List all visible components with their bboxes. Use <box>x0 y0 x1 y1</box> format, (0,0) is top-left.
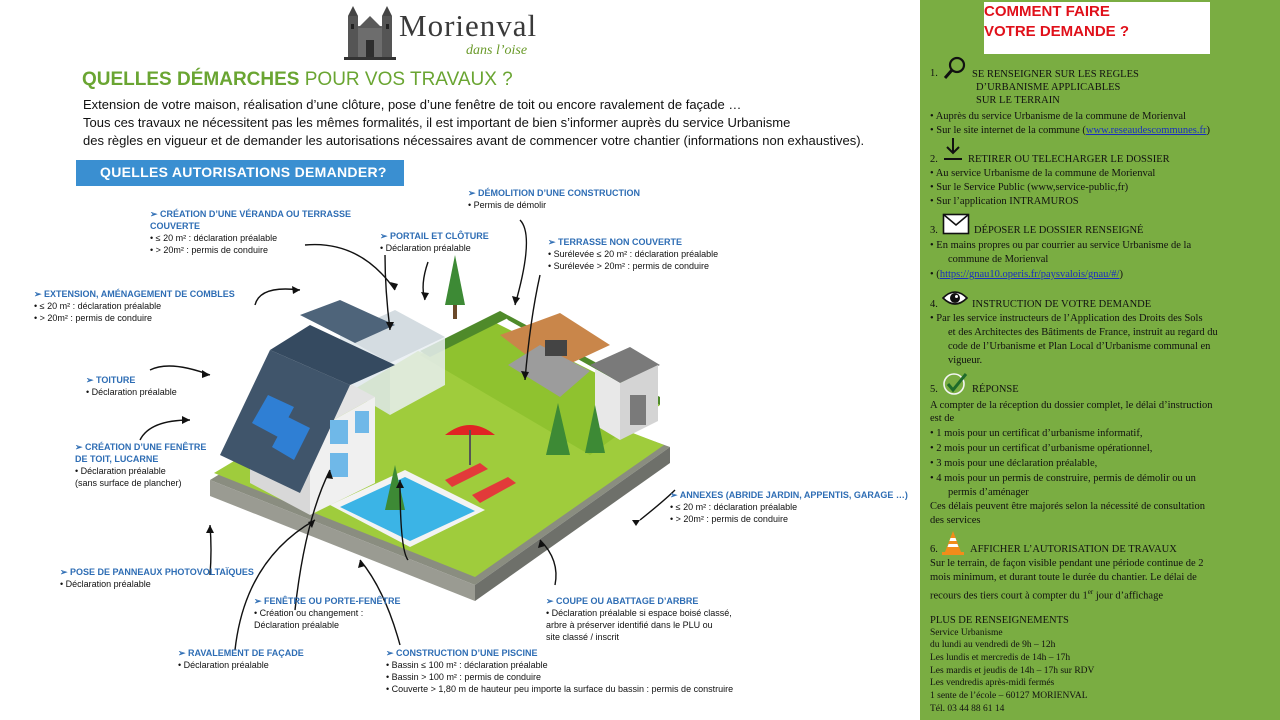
callout-fenetre-porte <box>254 595 414 631</box>
banner-text: QUELLES AUTORISATIONS DEMANDER? <box>100 164 387 180</box>
envelope-icon <box>942 213 970 235</box>
callout-item: • Bassin > 100 m² : permis de conduire <box>386 672 541 682</box>
more-info-title: PLUS DE RENSEIGNEMENTS <box>930 615 1069 626</box>
step-4-item: • Par les service instructeurs de l’Application des Droits des Sols <box>930 313 1203 324</box>
callout-item: • Surélevée > 20m² : permis de conduire <box>548 261 709 271</box>
step-4-item-cont: et des Architectes des Bâtiments de France, instruit au regard du <box>948 327 1218 338</box>
step-6-text-part: jour d’affichage <box>1093 590 1163 602</box>
step-5-item: • 2 mois pour un certificat d’urbanisme opérationnel, <box>930 443 1153 454</box>
step-number: 2. <box>930 154 938 165</box>
intro-line-3: des règles en vigueur et de demander les autorisations nécessaires avant de commencer votre chantier (informations non exhaustives). <box>83 133 865 148</box>
callout-title: ➢ DÉMOLITION D’UNE CONSTRUCTION <box>468 188 641 198</box>
step-2-item: • Au service Urbanisme de la commune de Morienval <box>930 168 1156 179</box>
callout-item: • Déclaration préalable <box>86 387 177 397</box>
eye-icon <box>942 288 968 308</box>
step-number: 5. <box>930 384 938 395</box>
title-rest: POUR VOS TRAVAUX ? <box>299 69 513 90</box>
callout-item: arbre à préserver identifié dans le PLU ou <box>546 620 713 630</box>
how-to-panel <box>920 0 1280 720</box>
download-icon <box>942 137 964 161</box>
callout-title-text: POSE DE PANNEAUX PHOTOVOLTAÏQUES <box>70 567 254 577</box>
contact-line: Les vendredis après-midi fermés <box>930 678 1055 688</box>
contact-line: Les mardis et jeudis de 14h – 17h sur RDV <box>930 666 1095 676</box>
gnau-link[interactable]: https://gnau10.operis.fr/paysvalois/gnau/#/ <box>939 269 1120 280</box>
callout-fenetre-toit <box>75 441 215 489</box>
step-5-item: • 4 mois pour un permis de construire, permis de démolir ou un <box>930 473 1196 484</box>
callout-item: (sans surface de plancher) <box>75 478 182 488</box>
checkmark-icon <box>942 372 968 396</box>
step-1-title-2: D’URBANISME APPLICABLES <box>976 82 1121 93</box>
step-2-title: RETIRER OU TELECHARGER LE DOSSIER <box>968 154 1170 165</box>
callout-item: • > 20m² : permis de conduire <box>150 245 268 255</box>
step-number: 6. <box>930 544 938 555</box>
step-1-item: • Auprès du service Urbanisme de la commune de Morienval <box>930 111 1186 122</box>
callout-abattage <box>546 595 771 643</box>
step-3-item <box>930 268 1123 281</box>
callout-photovoltaique <box>60 566 270 590</box>
step-5-text: A compter de la réception du dossier complet, le délai d’instruction <box>930 400 1213 411</box>
callout-item: • ≤ 20 m² : déclaration préalable <box>34 301 162 311</box>
callout-terrasse <box>548 236 758 272</box>
callout-title: ➢ TOITURE <box>86 375 136 385</box>
step-2-item: • Sur l’application INTRAMUROS <box>930 196 1079 207</box>
callout-title: ➢ COUPE OU ABATTAGE D’ARBRE <box>546 596 699 606</box>
callout-title-text: CONSTRUCTION D’UNE PISCINE <box>396 648 538 658</box>
callout-item: • Déclaration préalable <box>178 660 269 670</box>
callout-title-text: TOITURE <box>96 375 136 385</box>
callout-title: ➢ TERRASSE NON COUVERTE <box>548 237 683 247</box>
callout-item: • Déclaration préalable <box>380 243 471 253</box>
callout-title: ➢ FENÊTRE OU PORTE-FENÊTRE <box>254 596 401 606</box>
title-bold: QUELLES DÉMARCHES <box>82 69 300 90</box>
callout-item: • Permis de démolir <box>468 200 547 210</box>
intro-line-2: Tous ces travaux ne nécessitent pas les mêmes formalités, il est important de bien s’informer auprès du service Urbanisme <box>83 115 791 130</box>
callout-item: • Déclaration préalable <box>60 579 151 589</box>
step-6-text: mois minimum, et durant toute le durée du chantier. Le délai de <box>930 572 1197 583</box>
logo-subtitle: dans l’oise <box>466 43 528 58</box>
callout-title-text: CRÉATION D’UNE FENÊTRE DE TOIT, LUCARNE <box>75 442 207 464</box>
callout-item: • Création ou changement : <box>254 608 364 618</box>
step-5-text: Ces délais peuvent être majorés selon la nécessité de consultation <box>930 501 1205 512</box>
callout-title-text: RAVALEMENT DE FAÇADE <box>188 648 304 658</box>
step-5-text: des services <box>930 515 981 526</box>
callout-veranda <box>150 208 355 256</box>
contact-line: Les lundis et mercredis de 14h – 17h <box>930 653 1071 663</box>
callout-title: ➢ CRÉATION D’UNE VÉRANDA OU TERRASSE COUVERTE <box>150 209 352 231</box>
step-1-title: SE RENSEIGNER SUR LES REGLES <box>972 69 1139 80</box>
panel-header-line-1: COMMENT FAIRE <box>984 3 1110 20</box>
callout-title: ➢ PORTAIL ET CLÔTURE <box>380 231 489 241</box>
panel-header-line-2: VOTRE DEMANDE ? <box>984 23 1130 40</box>
step-number: 1. <box>930 68 938 79</box>
callout-item: site classé / inscrit <box>546 632 620 642</box>
step-6-text-part: recours des tiers court à compter du 1 <box>930 590 1088 602</box>
step-1-item <box>930 124 1210 137</box>
callout-item: • Déclaration préalable si espace boisé classé, <box>546 608 732 618</box>
callout-title-text: COUPE OU ABATTAGE D’ARBRE <box>556 596 699 606</box>
callout-title-text: DÉMOLITION D’UNE CONSTRUCTION <box>478 188 641 198</box>
step-4-item-cont: code de l’Urbanisme et Plan Local d’Urbanisme communal en <box>948 341 1211 352</box>
step-2-item: • Sur le Service Public (www,service-public,fr) <box>930 182 1129 193</box>
callout-item: • Bassin ≤ 100 m² : déclaration préalable <box>386 660 548 670</box>
magnifier-icon <box>942 55 968 81</box>
step-4-item-cont: vigueur. <box>948 355 983 366</box>
callout-portail <box>380 230 510 254</box>
step-number: 3. <box>930 225 938 236</box>
callout-title: ➢ POSE DE PANNEAUX PHOTOVOLTAÏQUES <box>60 567 254 577</box>
intro-line-1: Extension de votre maison, réalisation d’une clôture, pose d’une fenêtre de toit ou encore ravalement de façade … <box>83 97 742 112</box>
step-3-item: • En mains propres ou par courrier au service Urbanisme de la <box>930 240 1192 251</box>
callout-title: ➢ CONSTRUCTION D’UNE PISCINE <box>386 648 538 658</box>
step-3-item-cont: commune de Morienval <box>948 254 1049 265</box>
superscript-er: er <box>1087 588 1094 596</box>
step-5-text: est de <box>930 413 955 424</box>
traffic-cone-icon <box>940 530 966 556</box>
callout-item: • Couverte > 1,80 m de hauteur peu importe la surface du bassin : permis de construire <box>386 684 734 694</box>
callout-title-text: ANNEXES (ABRIDE JARDIN, APPENTIS, GARAGE …) <box>679 490 908 500</box>
step-5-item-cont: permis d’aménager <box>948 487 1029 498</box>
step-5-item: • 3 mois pour une déclaration préalable, <box>930 458 1098 469</box>
callout-title: ➢ RAVALEMENT DE FAÇADE <box>178 648 304 658</box>
callout-item: • ≤ 20 m² : déclaration préalable <box>150 233 278 243</box>
step-5-title: RÉPONSE <box>972 384 1019 395</box>
contact-address: 1 sente de l’école – 60127 MORIENVAL <box>930 691 1088 701</box>
callout-title-text: CRÉATION D’UNE VÉRANDA OU TERRASSE COUVERTE <box>150 209 352 231</box>
callout-item: • ≤ 20 m² : déclaration préalable <box>670 502 798 512</box>
step-3-title: DÉPOSER LE DOSSIER RENSEIGNÉ <box>974 225 1144 236</box>
contact-phone: Tél. 03 44 88 61 14 <box>930 704 1005 714</box>
contact-line: Service Urbanisme <box>930 628 1003 638</box>
callout-item: • Déclaration préalable <box>75 466 166 476</box>
callout-item: • > 20m² : permis de conduire <box>34 313 152 323</box>
logo-name: Morienval <box>399 8 538 43</box>
step-3-item-text: • ( <box>930 269 940 280</box>
step-6-title: AFFICHER L’AUTORISATION DE TRAVAUX <box>970 544 1177 555</box>
callout-title-text: TERRASSE NON COUVERTE <box>558 237 683 247</box>
commune-website-link[interactable]: www.reseaudescommunes.fr <box>1085 125 1207 136</box>
callout-item: Déclaration préalable <box>254 620 340 630</box>
step-6-text <box>930 586 1163 603</box>
callout-toiture <box>86 374 216 398</box>
step-1-item-text: • Sur le site internet de la commune ( <box>930 125 1086 136</box>
panel-header <box>984 2 1210 54</box>
step-6-text: Sur le terrain, de façon visible pendant une période continue de 2 <box>930 558 1204 569</box>
callout-annexes <box>670 489 915 525</box>
callout-ravalement <box>178 647 328 671</box>
step-5-item: • 1 mois pour un certificat d’urbanisme informatif, <box>930 428 1143 439</box>
callout-title: ➢ CRÉATION D’UNE FENÊTRE DE TOIT, LUCARNE <box>75 442 207 464</box>
callout-item: • > 20m² : permis de conduire <box>670 514 788 524</box>
step-number: 4. <box>930 299 938 310</box>
callout-piscine <box>386 647 806 695</box>
callout-title-text: EXTENSION, AMÉNAGEMENT DE COMBLES <box>44 289 235 299</box>
step-1-item-close: ) <box>1206 125 1211 136</box>
callout-title-text: PORTAIL ET CLÔTURE <box>390 231 489 241</box>
callout-title-text: FENÊTRE OU PORTE-FENÊTRE <box>264 596 401 606</box>
callout-title: ➢ ANNEXES (ABRIDE JARDIN, APPENTIS, GARAGE …) <box>670 490 908 500</box>
callout-demolition <box>468 187 658 211</box>
callout-extension <box>34 288 249 324</box>
step-4-title: INSTRUCTION DE VOTRE DEMANDE <box>972 299 1152 310</box>
step-1-title-3: SUR LE TERRAIN <box>976 95 1060 106</box>
callout-title: ➢ EXTENSION, AMÉNAGEMENT DE COMBLES <box>34 289 235 299</box>
contact-line: du lundi au vendredi de 9h – 12h <box>930 640 1056 650</box>
callout-item: • Surélevée ≤ 20 m² : déclaration préalable <box>548 249 719 259</box>
step-3-item-close: ) <box>1119 269 1123 280</box>
